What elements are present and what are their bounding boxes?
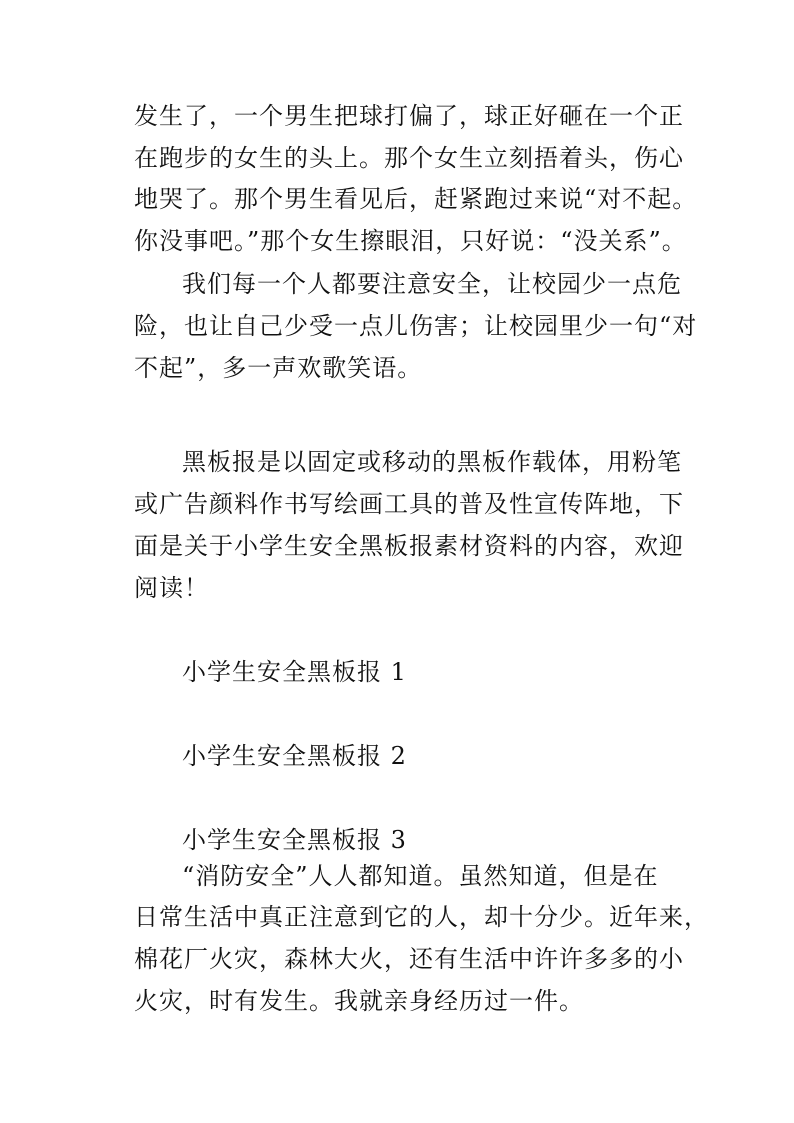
heading-blackboard-1: 小学生安全黑板报 1	[182, 658, 407, 686]
paragraph-4-line-3: 棉花厂火灾，森林大火，还有生活中许许多多的小	[134, 945, 684, 973]
paragraph-4-line-4: 火灾，时有发生。我就亲身经历过一件。	[134, 987, 584, 1015]
paragraph-1-line-4: 你没事吧。”那个女生擦眼泪，只好说：“没关系”。	[134, 227, 687, 255]
paragraph-4-line-1: “消防安全”人人都知道。虽然知道，但是在	[182, 862, 659, 890]
paragraph-1-line-2: 在跑步的女生的头上。那个女生立刻捂着头，伤心	[134, 144, 684, 172]
paragraph-2-line-1: 我们每一个人都要注意安全，让校园少一点危	[182, 270, 682, 298]
paragraph-3-line-3: 面是关于小学生安全黑板报素材资料的内容，欢迎	[134, 532, 684, 560]
paragraph-3-line-1: 黑板报是以固定或移动的黑板作载体，用粉笔	[182, 448, 682, 476]
paragraph-3-line-4: 阅读！	[134, 574, 209, 602]
paragraph-1-line-3: 地哭了。那个男生看见后，赶紧跑过来说“对不起。	[134, 185, 698, 213]
paragraph-2-line-3: 不起”，多一声欢歌笑语。	[134, 354, 423, 382]
paragraph-3-line-2: 或广告颜料作书写绘画工具的普及性宣传阵地，下	[134, 490, 684, 518]
heading-blackboard-3: 小学生安全黑板报 3	[182, 826, 407, 854]
heading-blackboard-2: 小学生安全黑板报 2	[182, 742, 407, 770]
paragraph-2-line-2: 险，也让自己少受一点儿伤害；让校园里少一句“对	[134, 312, 698, 340]
paragraph-4-line-2: 日常生活中真正注意到它的人，却十分少。近年来，	[134, 903, 709, 931]
paragraph-1-line-1: 发生了，一个男生把球打偏了，球正好砸在一个正	[134, 102, 684, 130]
